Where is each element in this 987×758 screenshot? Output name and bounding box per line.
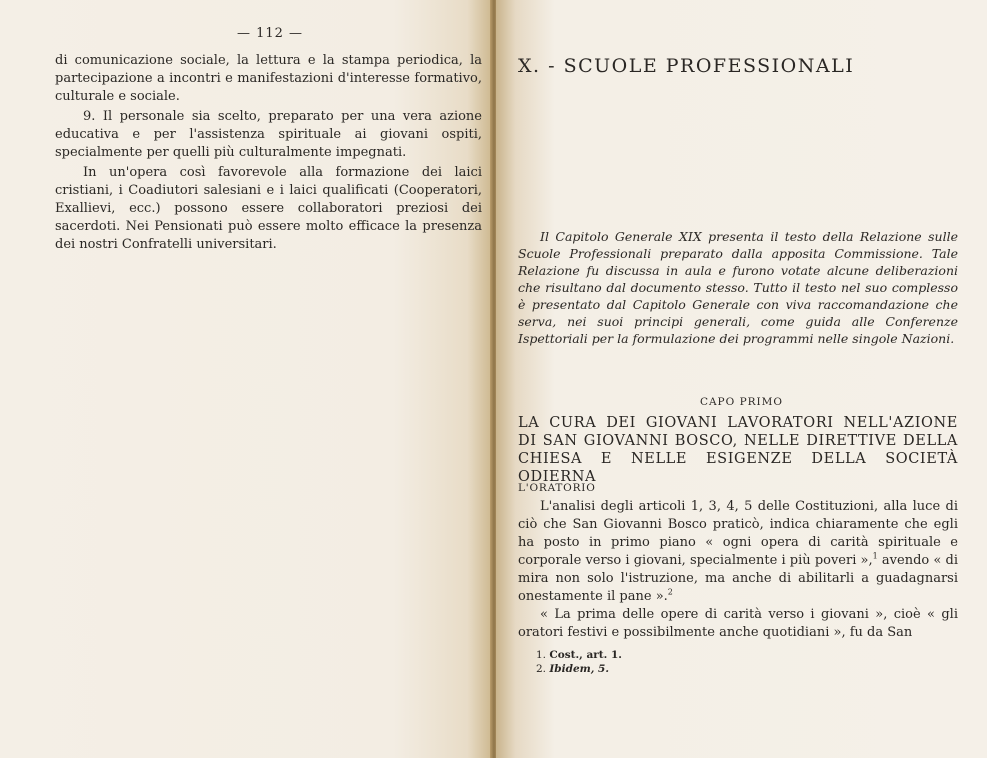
footnotes [536, 648, 956, 676]
footnote [536, 662, 956, 676]
chapter-title: X. - SCUOLE PROFESSIONALI [518, 55, 855, 77]
footnote-ref: 1 [872, 551, 878, 561]
paragraph: In un'opera così favorevole alla formazione dei laici cristiani, i Coadiutori salesiani e i laici qualificati (Cooperatori, Exallievi, ecc.) possono essere collaboratori preziosi dei sacerdoti. Nei Pensionati può essere molto efficace la presenza dei nostri Confratelli universitari. [55, 165, 482, 252]
footnote-label: 1. [536, 649, 547, 661]
paragraph-text: L'analisi degli articoli 1, 3, 4, 5 delle Costituzioni, alla luce di ciò che San Giovanni Bosco praticò, indica chiaramente che egli ha posto in primo piano « ogni opera di carità spirituale e corporale verso i giovani, specialmente i più poveri », [518, 499, 958, 568]
section-title: LA CURA DEI GIOVANI LAVORATORI NELL'AZIONE DI SAN GIOVANNI BOSCO, NELLE DIRETTIVE DELLA CHIESA E NELLE ESIGENZE DELLA SOCIETÀ ODIERNA [518, 415, 958, 485]
chapter-intro: Il Capitolo Generale XIX presenta il testo della Relazione sulle Scuole Professionali preparato dalla apposita Commissione. Tale Relazione fu discussa in aula e furono votate alcune deliberazioni che risultano dal documento stesso. Tutto il testo nel suo complesso è presentato dal Capitolo Generale con viva raccomandazione che serva, nei suoi principi generali, come guida alle Conferenze Ispettoriali per la formulazione dei programmi nelle singole Nazioni. [518, 229, 958, 346]
paragraph: di comunicazione sociale, la lettura e la stampa periodica, la partecipazione a incontri e manifestazioni d'interesse formativo, culturale e sociale. [55, 53, 482, 104]
paragraph [518, 498, 958, 606]
left-page-text [55, 52, 482, 256]
paragraph: 9. Il personale sia scelto, preparato per una vera azione educativa e per l'assistenza spirituale ai giovani ospiti, specialmente per quelli più culturalmente impegnati. [55, 109, 482, 160]
footnote-text: Cost., art. 1. [549, 649, 622, 661]
subheading: L'ORATORIO [518, 482, 596, 494]
footnote-label: 2. [536, 663, 547, 675]
paragraph: « La prima delle opere di carità verso i giovani », cioè « gli oratori festivi e possibilmente anche quotidiani », fu da San [518, 607, 958, 640]
footnote [536, 648, 956, 662]
footnote-ref: 2 [667, 587, 673, 597]
paragraph-text: avendo « di mira non solo l'istruzione, ma anche di abilitarli a guadagnarsi onestamente il pane ». [518, 553, 958, 604]
right-page [496, 0, 987, 758]
body-text [518, 498, 958, 642]
page-number: — 112 — [236, 26, 304, 41]
section-label: CAPO PRIMO [699, 396, 784, 408]
footnote-text: Ibidem, 5. [549, 663, 610, 675]
left-page [0, 0, 492, 758]
